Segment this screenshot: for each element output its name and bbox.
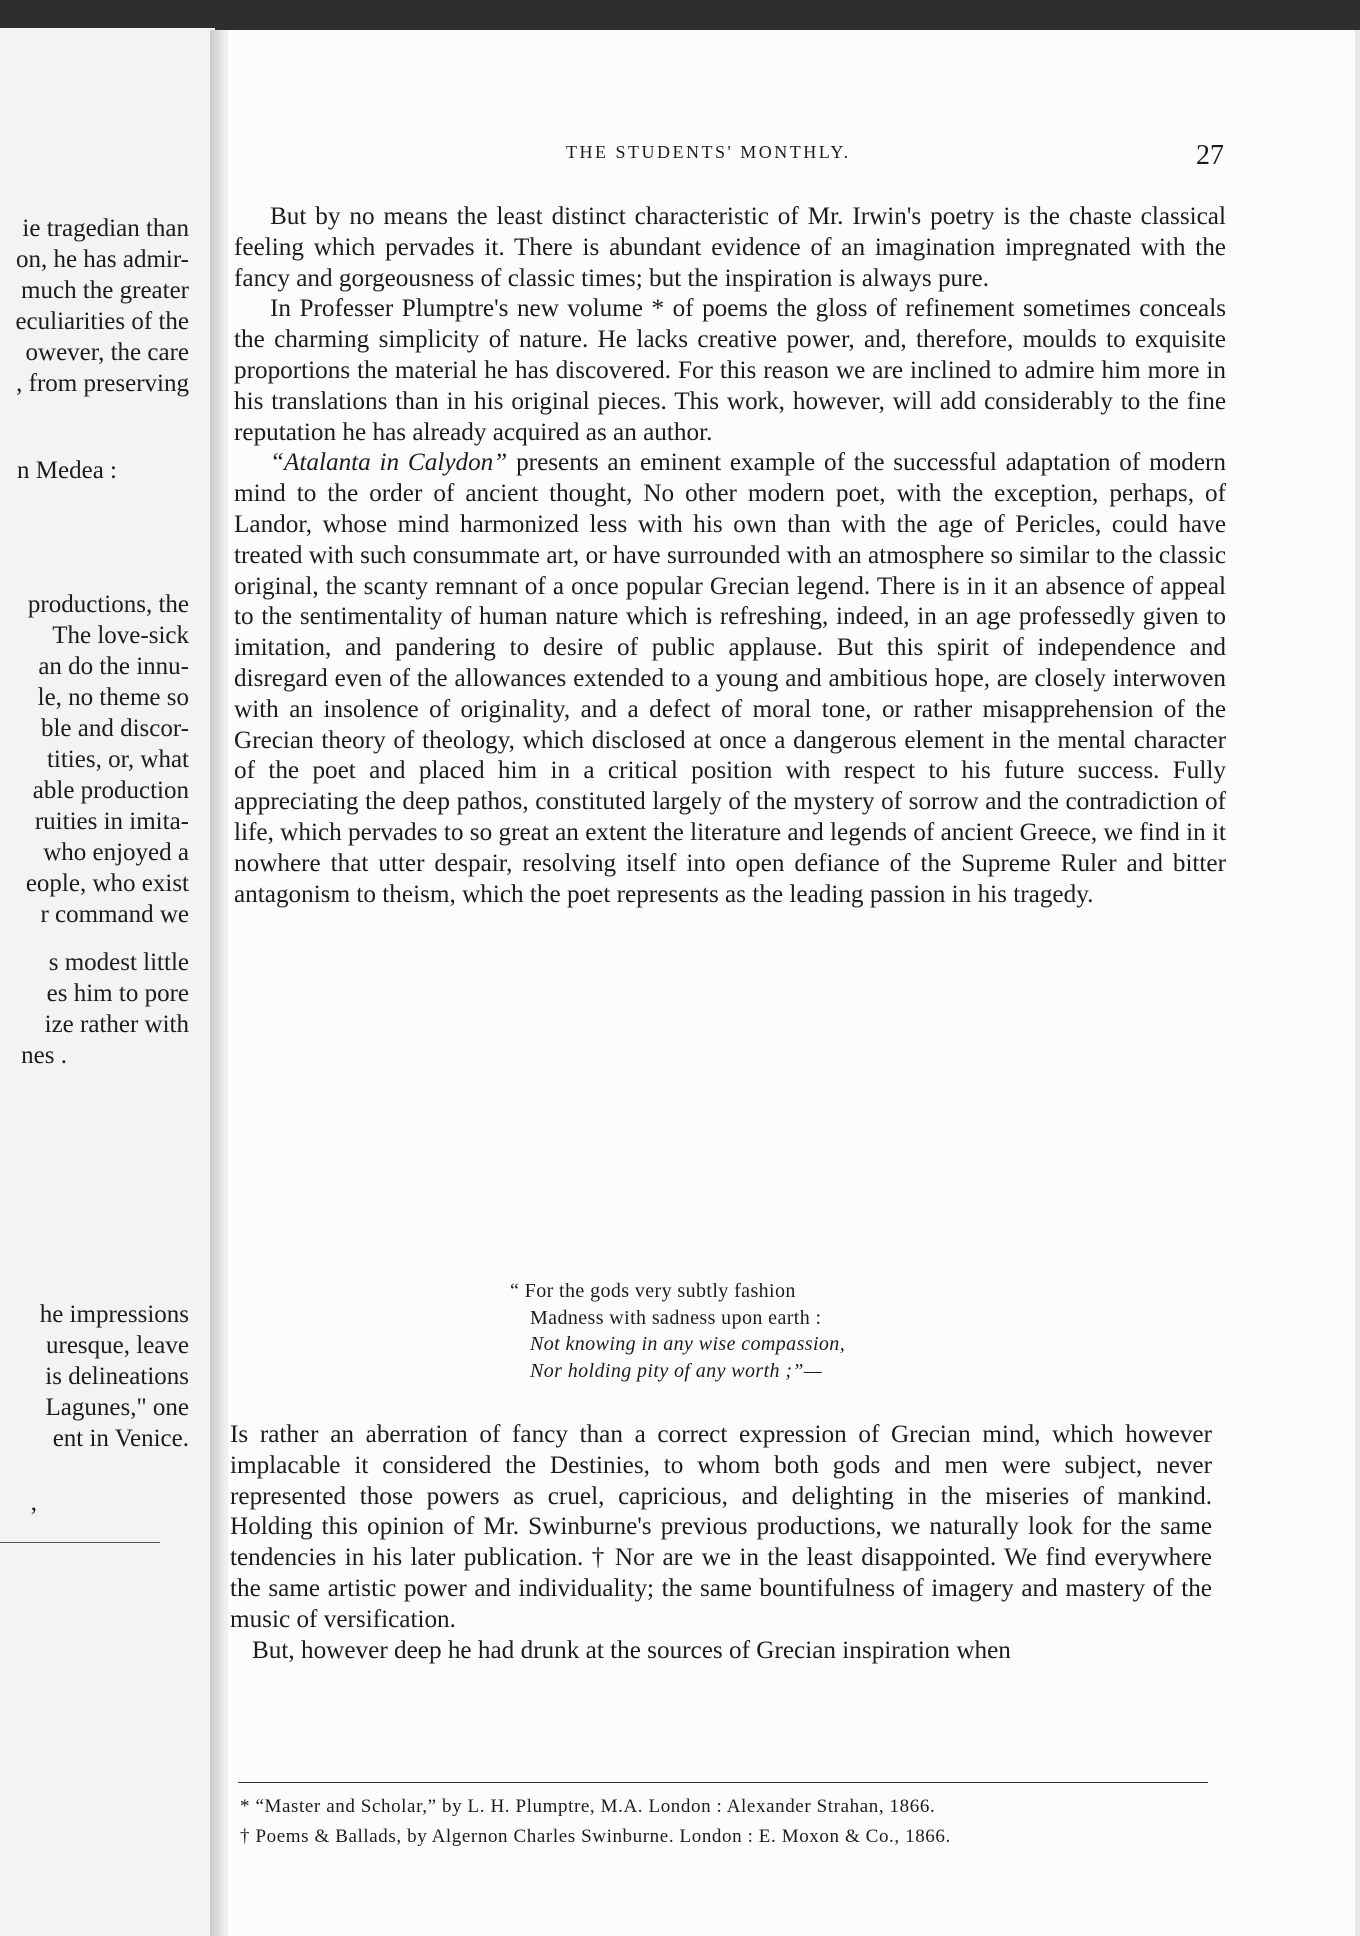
left-page-line: on, he has admir- — [15, 246, 189, 273]
verse-line: Madness with sadness upon earth : — [530, 1306, 822, 1329]
paragraph: But by no means the least distinct characteristic of Mr. Irwin's poetry is the chaste classical feeling which pervades it. There is abundant evidence of an imagination impregnated with the fancy and gorgeousness of classic times; but the inspiration is always pure. — [234, 203, 1226, 292]
footnote: * “Master and Scholar,” by L. H. Plumptre, M.A. London : Alexander Strahan, 1866. — [240, 1796, 936, 1817]
left-page-line: tities, or, what — [46, 746, 189, 773]
left-page-footnote-rule — [0, 1542, 160, 1543]
left-page-line: es him to pore — [46, 980, 189, 1007]
page-number: 27 — [1196, 140, 1224, 171]
left-page-line: ruities in imita- — [34, 808, 189, 835]
left-facing-page — [0, 28, 215, 1936]
left-page-line: who enjoyed a — [43, 839, 189, 866]
left-page-line: he impressions — [39, 1301, 189, 1328]
main-text-continued — [230, 1420, 1212, 1666]
footnotes — [240, 1792, 951, 1852]
left-page-line: eople, who exist — [25, 870, 189, 897]
left-page-line: ent in Venice. — [52, 1425, 189, 1452]
work-title: “Atalanta in Calydon” — [270, 449, 508, 477]
paragraph-text: presents an eminent example of the successful adaptation of modern mind to the order of ancient thought, No other modern poet, with the exception, perhaps, of Landor, whose mind harmonized less with his own than with the age of Pericles, could have treated with such consummate art, or have surrounded with an atmosphere so similar to the classic original, the scanty remnant of a once popular Grecian legend. There is in it an absence of appeal to the sentimentality of human nature which is refreshing, indeed, in an age professedly given to imitation, and pandering to desire of public applause. But this spirit of independence and disregard even of the allowances extended to a young and ambitious hope, are closely interwoven with an insolence of originality, and a defect of moral tone, or rather misapprehension of the Grecian theory of theology, which disclosed at once a dangerous element in the mental character of the poet and placed him in a critical position with respect to his future success. Fully appreciating the deep pathos, constituted largely of the mystery of sorrow and the contradiction of life, which pervades to so great an extent the literature and legends of ancient Greece, we find in it nowhere that utter despair, resolving itself into open defiance of the Supreme Ruler and bitter antagonism to theism, which the poet represents as the leading passion in his tragedy. — [234, 449, 1227, 908]
left-page-line: productions, the — [27, 591, 189, 618]
left-page-line: able production — [32, 777, 189, 804]
paragraph: But, however deep he had drunk at the sources of Grecian inspiration when — [252, 1636, 1011, 1664]
verse-line: Nor holding pity of any worth ;”— — [530, 1359, 823, 1382]
left-page-line: an do the innu- — [38, 653, 189, 680]
left-page-line: ize rather with — [44, 1011, 189, 1038]
verse-quotation — [510, 1278, 845, 1384]
left-page-line: owever, the care — [25, 339, 189, 366]
left-page-line: r command we — [40, 901, 189, 928]
page-edge — [1355, 30, 1360, 1936]
left-page-line: ie tragedian than — [22, 215, 189, 242]
left-page-line: ble and discor- — [40, 715, 189, 742]
left-page-line: le, no theme so — [37, 684, 189, 711]
paragraph: Is rather an aberration of fancy than a correct expression of Grecian mind, which however implacable it considered the Destinies, to whom both gods and men were subject, never represented those powers as cruel, capricious, and delighting in the miseries of mankind. Holding this opinion of Mr. Swinburne's previous productions, we naturally look for the same tendencies in his later publication. † Nor are we in the least disappointed. We find everywhere the same artistic power and individuality; the same bountifulness of imagery and mastery of the music of versification. — [230, 1421, 1212, 1633]
left-page-line: Lagunes," one — [45, 1394, 189, 1421]
footnote-rule — [238, 1782, 1208, 1783]
paragraph — [234, 448, 1226, 910]
left-page-line: s modest little — [48, 949, 189, 976]
main-text — [234, 202, 1226, 910]
paragraph: In Professer Plumptre's new volume * of poems the gloss of refinement sometimes conceals the charming simplicity of nature. He lacks creative power, and, therefore, moulds to exquisite proportions the material he has discovered. For this reason we are inclined to admire him more in his translations than in his original pieces. This work, however, will add considerably to the fine reputation he has already acquired as an author. — [234, 295, 1226, 446]
left-page-line: uresque, leave — [46, 1332, 189, 1359]
left-page-line: , — [30, 1489, 37, 1516]
left-page-line: , from preserving — [16, 370, 189, 397]
left-page-line: is delineations — [45, 1363, 189, 1390]
left-page-line: nes . — [21, 1042, 67, 1069]
left-page-line: n Medea : — [17, 457, 117, 484]
running-head: THE STUDENTS' MONTHLY. — [566, 142, 851, 162]
footnote: † Poems & Ballads, by Algernon Charles Swinburne. London : E. Moxon & Co., 1866. — [240, 1826, 951, 1847]
left-page-line: The love-sick — [52, 622, 189, 649]
verse-line: Not knowing in any wise compassion, — [530, 1333, 846, 1355]
left-page-line: much the greater — [21, 277, 189, 304]
verse-line: “ For the gods very subtly fashion — [510, 1280, 796, 1302]
left-page-line: eculiarities of the — [15, 308, 189, 335]
